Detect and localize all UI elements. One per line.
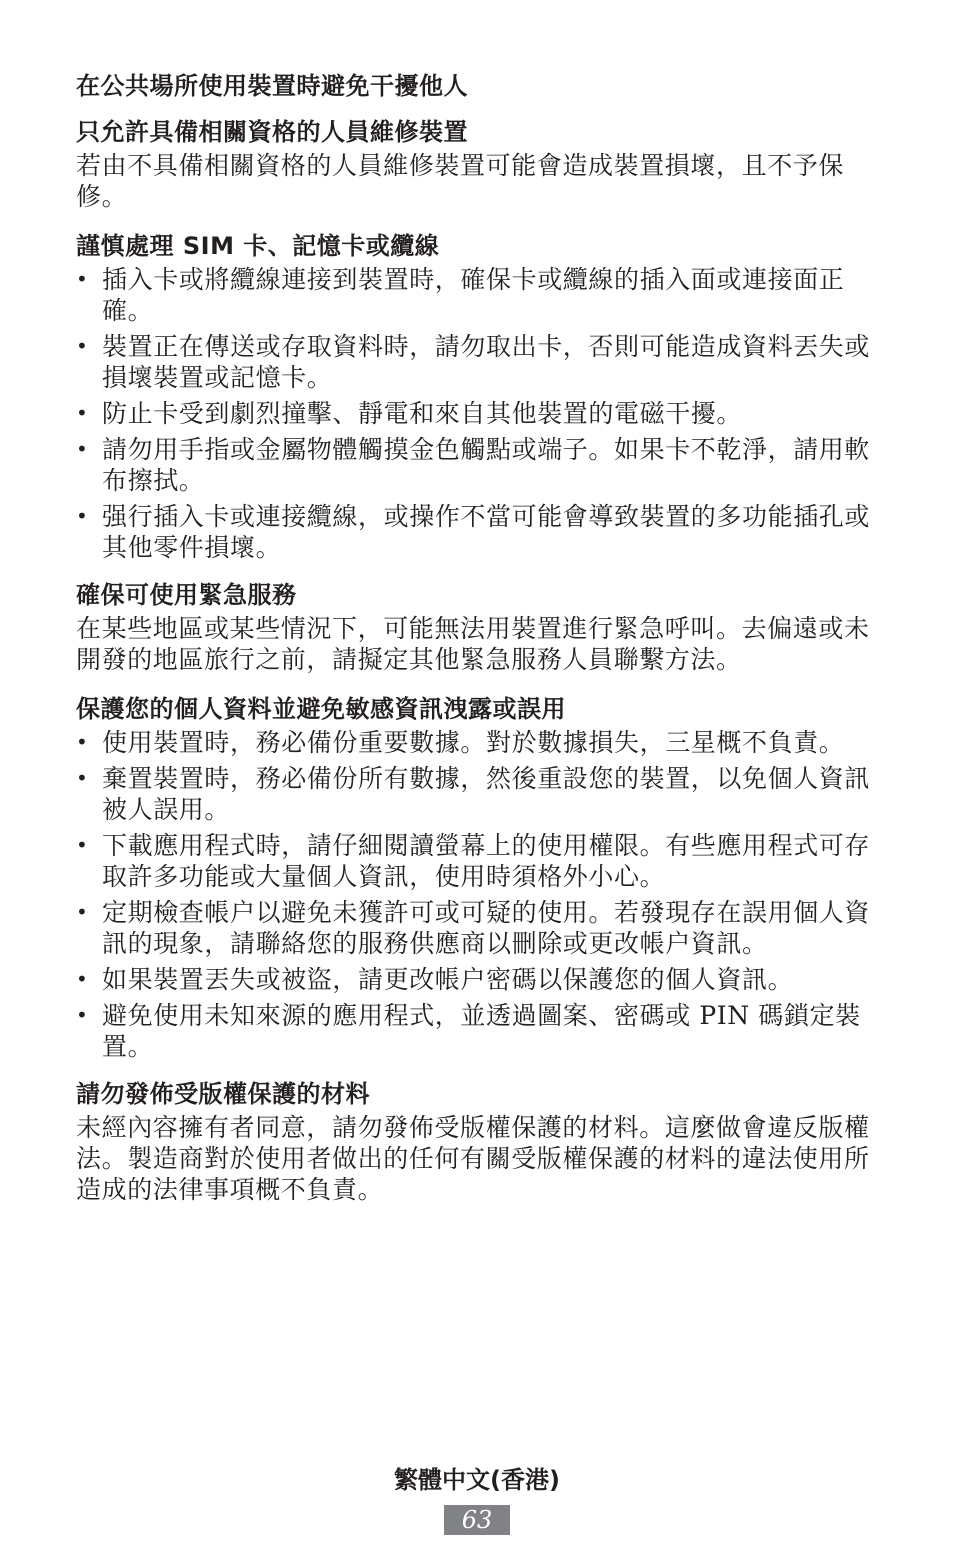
bullet-icon: •	[76, 833, 89, 857]
bullet-icon: •	[76, 437, 89, 461]
bullet-icon: •	[76, 401, 89, 425]
list-item-text: 棄置裝置時，務必備份所有數據，然後重設您的裝置，以免個人資訊被人誤用。	[102, 764, 871, 824]
section-heading: 保護您的個人資料並避免敏感資訊洩露或誤用	[76, 695, 566, 723]
section-body: 在某些地區或某些情況下，可能無法用裝置進行緊急呼叫。去偏遠或未開發的地區旅行之前，請擬定其他緊急服務人員聯繫方法。	[76, 614, 870, 674]
section-qualified-repair	[76, 116, 876, 212]
bullet-icon: •	[76, 504, 89, 528]
section-heading: 在公共場所使用裝置時避免干擾他人	[76, 72, 468, 100]
list-item-text: 插入卡或將纜線連接到裝置時，確保卡或纜線的插入面或連接面正確。	[102, 265, 845, 325]
bullet-icon: •	[76, 967, 89, 991]
list-item-text: 避免使用未知來源的應用程式，並透過圖案、密碼或 PIN 碼鎖定裝置。	[102, 1001, 861, 1061]
section-emergency-services	[76, 579, 876, 675]
section-copyright	[76, 1078, 876, 1205]
list-item-text: 如果裝置丟失或被盜，請更改帳户密碼以保護您的個人資訊。	[102, 965, 794, 994]
section-public-places	[76, 70, 876, 102]
list-item-text: 防止卡受到劇烈撞擊、靜電和來自其他裝置的電磁干擾。	[102, 399, 743, 428]
page-number: 63	[444, 1505, 510, 1535]
section-heading: 只允許具備相關資格的人員維修裝置	[76, 118, 468, 146]
list-item	[76, 398, 876, 429]
list-item	[76, 897, 876, 959]
section-sim-card-handling	[76, 230, 876, 563]
section-heading: 謹慎處理 SIM 卡、記憶卡或纜線	[76, 232, 440, 260]
bullet-list	[76, 727, 876, 1062]
list-item-text: 裝置正在傳送或存取資料時，請勿取出卡，否則可能造成資料丟失或損壞裝置或記憶卡。	[102, 332, 871, 392]
bullet-icon: •	[76, 334, 89, 358]
section-personal-data	[76, 693, 876, 1062]
list-item-text: 下載應用程式時，請仔細閱讀螢幕上的使用權限。有些應用程式可存取許多功能或大量個人資訊，使用時須格外小心。	[102, 831, 871, 891]
bullet-icon: •	[76, 267, 89, 291]
list-item	[76, 501, 876, 563]
page-content	[76, 70, 876, 1223]
list-item	[76, 830, 876, 892]
list-item	[76, 264, 876, 326]
list-item-text: 使用裝置時，務必備份重要數據。對於數據損失，三星概不負責。	[102, 728, 845, 757]
section-heading: 請勿發佈受版權保護的材料	[76, 1080, 370, 1108]
list-item	[76, 763, 876, 825]
bullet-icon: •	[76, 730, 89, 754]
footer-language-label: 繁體中文(香港)	[394, 1466, 560, 1494]
list-item	[76, 964, 876, 995]
list-item	[76, 331, 876, 393]
bullet-icon: •	[76, 900, 89, 924]
list-item	[76, 1000, 876, 1062]
list-item-text: 定期檢查帳户以避免未獲許可或可疑的使用。若發現存在誤用個人資訊的現象，請聯絡您的服務供應商以刪除或更改帳户資訊。	[102, 898, 871, 958]
section-body: 未經內容擁有者同意，請勿發佈受版權保護的材料。這麼做會違反版權法。製造商對於使用者做出的任何有關受版權保護的材料的違法使用所造成的法律事項概不負責。	[76, 1113, 870, 1204]
bullet-icon: •	[76, 1003, 89, 1027]
list-item	[76, 727, 876, 758]
bullet-list	[76, 264, 876, 563]
list-item	[76, 434, 876, 496]
section-heading: 確保可使用緊急服務	[76, 581, 297, 609]
section-body: 若由不具備相關資格的人員維修裝置可能會造成裝置損壞，且不予保修。	[76, 151, 845, 211]
list-item-text: 强行插入卡或連接纜線，或操作不當可能會導致裝置的多功能插孔或其他零件損壞。	[102, 502, 871, 562]
bullet-icon: •	[76, 766, 89, 790]
list-item-text: 請勿用手指或金屬物體觸摸金色觸點或端子。如果卡不乾淨，請用軟布擦拭。	[102, 435, 871, 495]
